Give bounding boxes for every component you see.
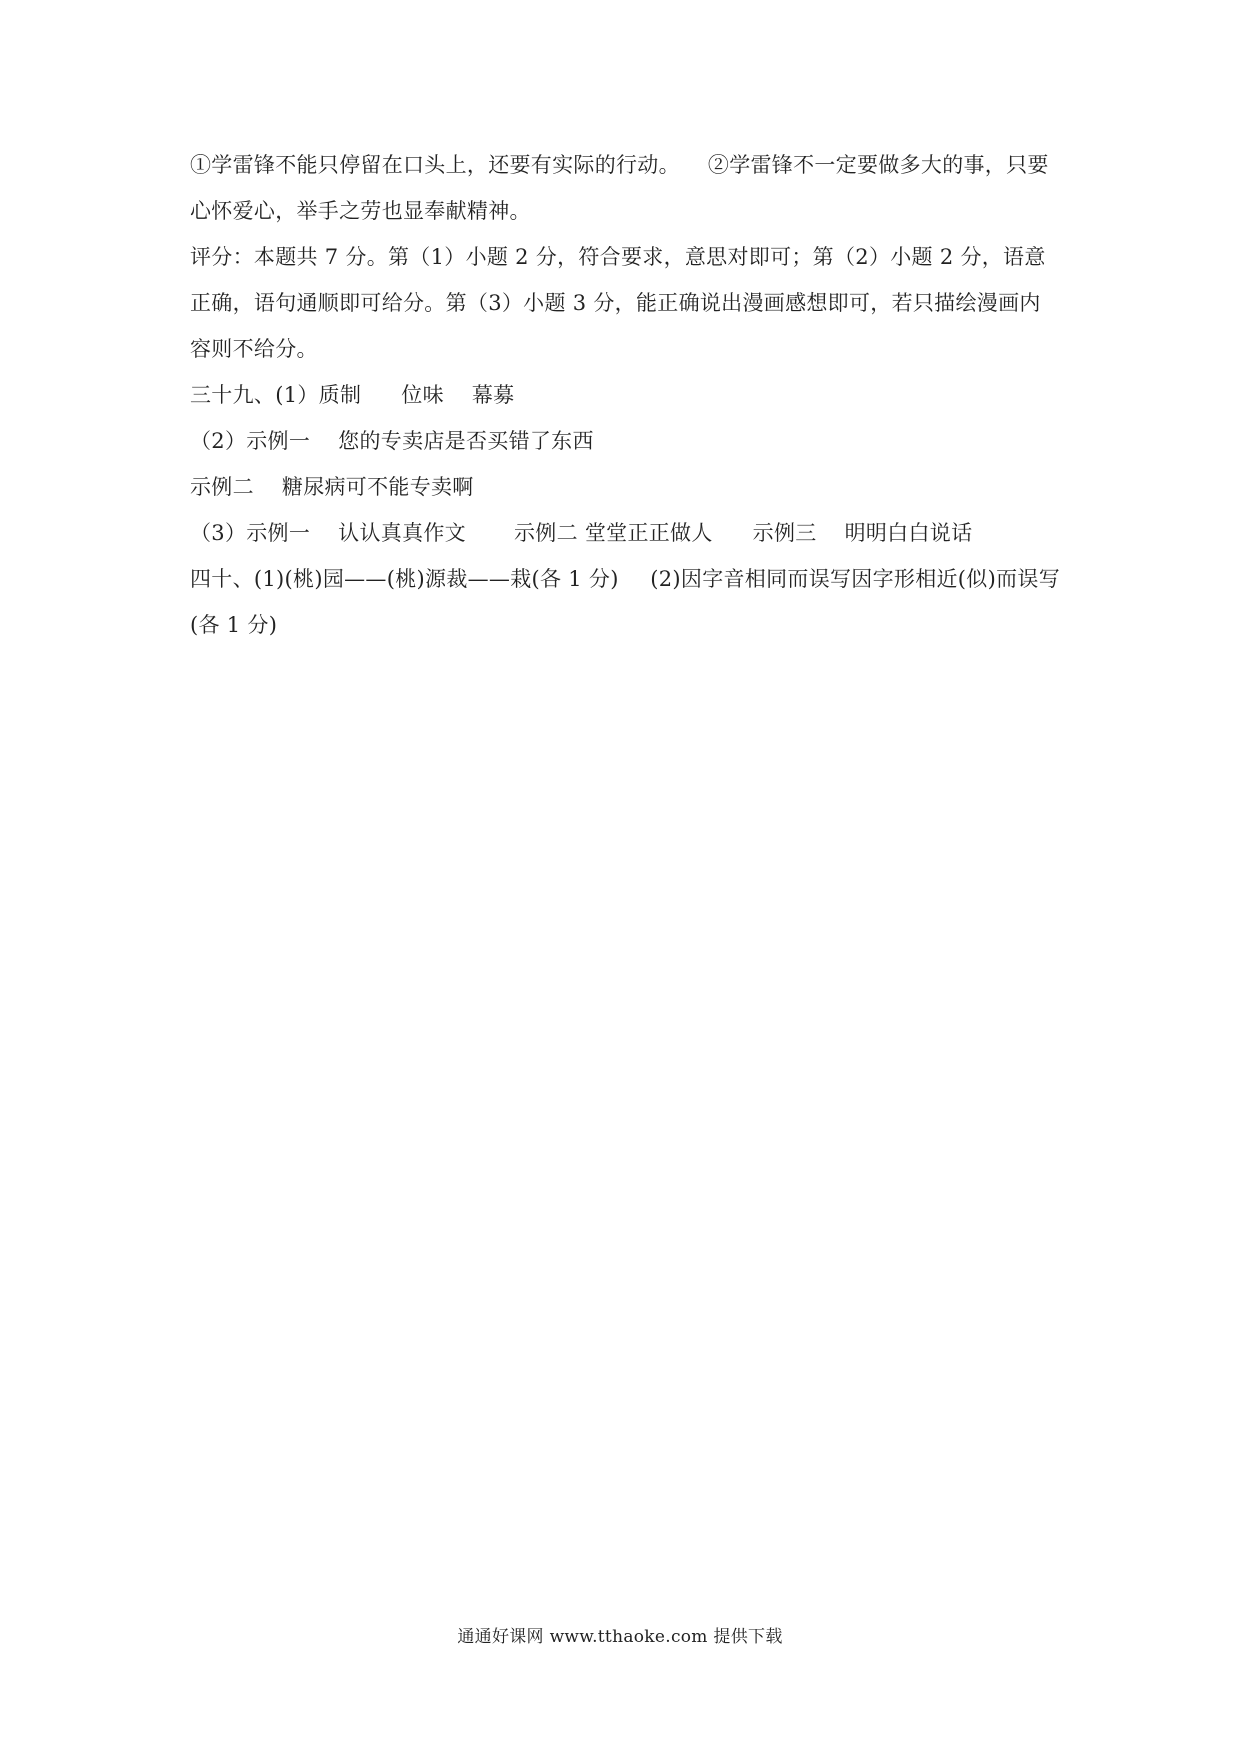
scoring-text-3: 容则不给分。 bbox=[190, 337, 318, 361]
example-2-label: 示例二 bbox=[190, 475, 254, 499]
answer-39-word-2: 位味 bbox=[401, 383, 444, 407]
answer-line-2 bbox=[190, 198, 1060, 225]
scoring-line-3 bbox=[190, 336, 1060, 363]
scoring-text-1: 评分：本题共 7 分。第（1）小题 2 分，符合要求，意思对即可；第（2）小题 2 分，语意 bbox=[190, 245, 1046, 269]
answer-line-1 bbox=[190, 152, 1060, 179]
answer-39-word-3: 幕募 bbox=[471, 383, 515, 407]
part-3-example-2: 示例二 堂堂正正做人 bbox=[513, 521, 713, 545]
scoring-text-2: 正确，语句通顺即可给分。第（3）小题 3 分，能正确说出漫画感想即可，若只描绘漫画内 bbox=[190, 291, 1041, 315]
example-1-text: 您的专卖店是否买错了东西 bbox=[338, 429, 594, 453]
part-3-example-3-text: 明明白白说话 bbox=[844, 521, 973, 545]
example-1-label: （2）示例一 bbox=[190, 429, 311, 453]
scoring-line-2 bbox=[190, 290, 1060, 317]
example-2-text: 糖尿病可不能专卖啊 bbox=[281, 475, 474, 499]
answer-39-part-2 bbox=[190, 428, 1060, 455]
answer-39-part-1 bbox=[190, 382, 1060, 409]
answer-40-score: (各 1 分) bbox=[190, 613, 278, 637]
answer-40-part-2: (2)因字音相同而误写因字形相近(似)而误写 bbox=[650, 567, 1060, 591]
answer-40-line-2 bbox=[190, 612, 1060, 639]
answer-38-point-1: ①学雷锋不能只停留在口头上，还要有实际的行动。 bbox=[190, 153, 680, 177]
answer-39-label: 三十九、(1）质制 bbox=[190, 383, 362, 407]
scoring-line-1 bbox=[190, 244, 1060, 271]
part-3-example-1-text: 认认真真作文 bbox=[338, 521, 466, 545]
part-3-example-3-label: 示例三 bbox=[752, 521, 817, 545]
answer-key-content bbox=[190, 152, 1060, 658]
answer-38-point-2: ②学雷锋不一定要做多大的事，只要 bbox=[707, 153, 1049, 177]
page-footer bbox=[0, 1626, 1240, 1648]
footer-text: 通通好课网 www.tthaoke.com 提供下载 bbox=[457, 1627, 783, 1647]
answer-40-line-1 bbox=[190, 566, 1060, 593]
answer-38-point-2-cont: 心怀爱心，举手之劳也显奉献精神。 bbox=[190, 199, 531, 223]
answer-40-part-1: 四十、(1)(桃)园——(桃)源裁——栽(各 1 分) bbox=[190, 567, 619, 591]
answer-39-part-3 bbox=[190, 520, 1060, 547]
part-3-example-1-label: （3）示例一 bbox=[190, 521, 311, 545]
answer-39-part-2-example-2 bbox=[190, 474, 1060, 501]
